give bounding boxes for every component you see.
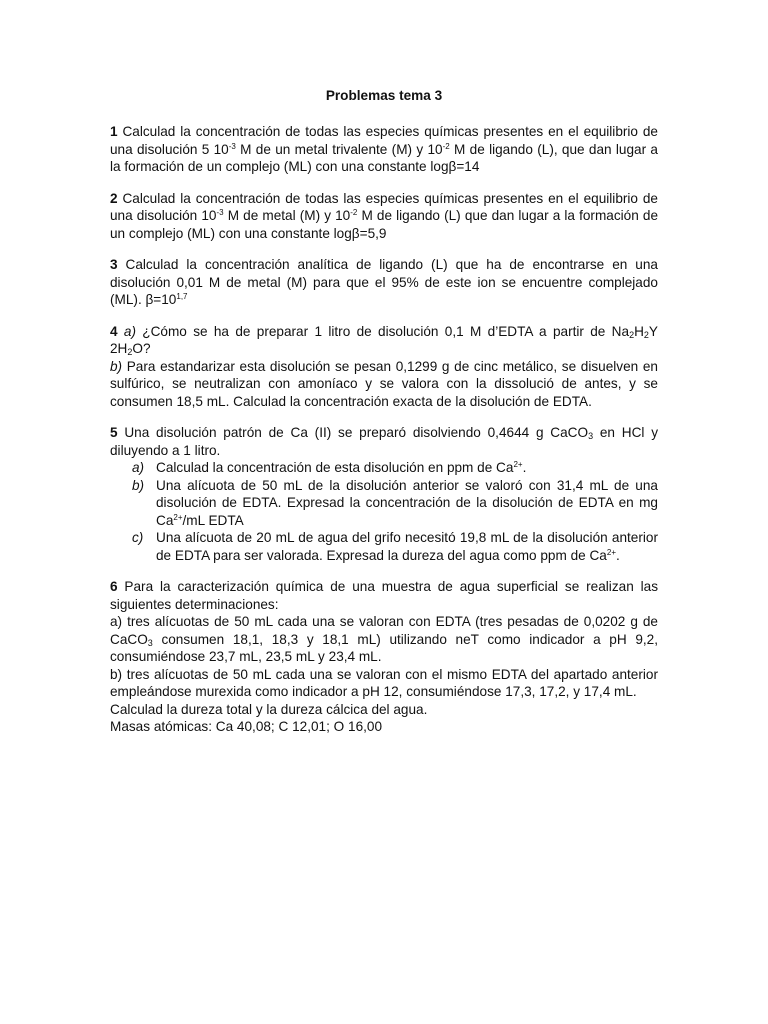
- problem-number: 2: [110, 190, 118, 206]
- problem-4: [110, 323, 658, 411]
- problem-number: 1: [110, 124, 118, 139]
- list-item: c) Una alícuota de 20 mL de agua del grifo necesitó 19,8 mL de la disolución anterior de EDTA para ser valorada. Expresad la dureza del agua como ppm de $Ca^{2+}$.: [132, 530, 658, 563]
- problem-1-text: 1 Calculad la concentración de todas las especies químicas presentes en el equilibrio de una disolución 5 $10^{-3}$ M de un metal trivalente (M) y $10^{-2}$ M de ligando (L), que dan lugar a la formación de un complejo (ML) con una constante logβ=14: [110, 124, 658, 174]
- problem-number: 4: [110, 323, 118, 339]
- page-title: Problemas tema 3: [325, 88, 443, 103]
- problem-6-intro: 6 Para la caracterización química de una muestra de agua superficial se realizan las siguientes determinaciones:: [110, 579, 658, 612]
- atomic-masses: Masas atómicas: Ca 40,08; C 12,01; O 16,00: [110, 719, 383, 734]
- problem-number: 5: [110, 425, 118, 440]
- problem-6: [110, 578, 658, 736]
- list-item: a) Calculad la concentración de esta disolución en ppm de $Ca^{2+}$.: [132, 460, 527, 475]
- problem-2: [110, 190, 658, 243]
- problem-2-text: 2 Calculad la concentración de todas las especies químicas presentes en el equilibrio de una disolución $10^{-3}$ M de metal (M) y $10^{-2}$ M de ligando (L) que dan lugar a la formación de un complejo (ML) con una constante logβ=5,9: [110, 190, 659, 241]
- problem-3: [110, 256, 658, 309]
- problem-6b-text: b) tres alícuotas de 50 mL cada una se valoran con el mismo EDTA del apartado anterior empleándose murexida como indicador a pH 12, consumiéndose 17,3, 17,2, y 17,4 mL.: [110, 666, 658, 699]
- problem-1: [110, 123, 658, 176]
- problem-3-text: 3 Calculad la concentración analítica de ligando (L) que ha de encontrarse en una disolución 0,01 M de metal (M) para que el 95% de este ion se encuentre complejado (ML). $\beta=10^{1,7}$: [110, 257, 658, 307]
- problem-4b-text: b) Para estandarizar esta disolución se pesan 0,1299 g de cinc metálico, se disuelven en sulfúrico, se neutralizan con amoníaco y se valora con la dissolució de antes, y se consumen 18,5 mL. Calculad la concentración exacta de la disolución de EDTA.: [110, 358, 658, 409]
- problem-4a-text: 4 a) ¿Cómo se ha de preparar 1 litro de disolución 0,1 M d’EDTA a partir de $Na_2H_2Y$ $2H_2O$?: [110, 323, 658, 357]
- problem-6a-text: a) tres alícuotas de 50 mL cada una se valoran con EDTA (tres pesadas de 0,0202 g de CaCO$_3$ consumen 18,1, 18,3 y 18,1 mL) utilizando neT como indicador a pH 9,2, consumiéndose 23,7 mL, 23,5 mL y 23,4 mL.: [110, 614, 658, 664]
- problem-6-question: Calculad la dureza total y la dureza cálcica del agua.: [110, 701, 428, 717]
- document-body: [110, 88, 658, 750]
- problem-number: 6: [110, 579, 118, 594]
- problem-5-intro: 5 Una disolución patrón de Ca (II) se preparó disolviendo 0,4644 g CaCO$_3$ en HCl y diluyendo a 1 litro.: [110, 425, 658, 458]
- list-item: b) Una alícuota de 50 mL de la disolución anterior se valoró con 31,4 mL de una disolución de EDTA. Expresad la concentración de la disolución de EDTA en mg $Ca^{2+}/mL$ EDTA: [132, 477, 658, 528]
- problem-5: [110, 424, 658, 564]
- problem-5-items: [110, 459, 658, 564]
- problem-number: 3: [110, 257, 118, 272]
